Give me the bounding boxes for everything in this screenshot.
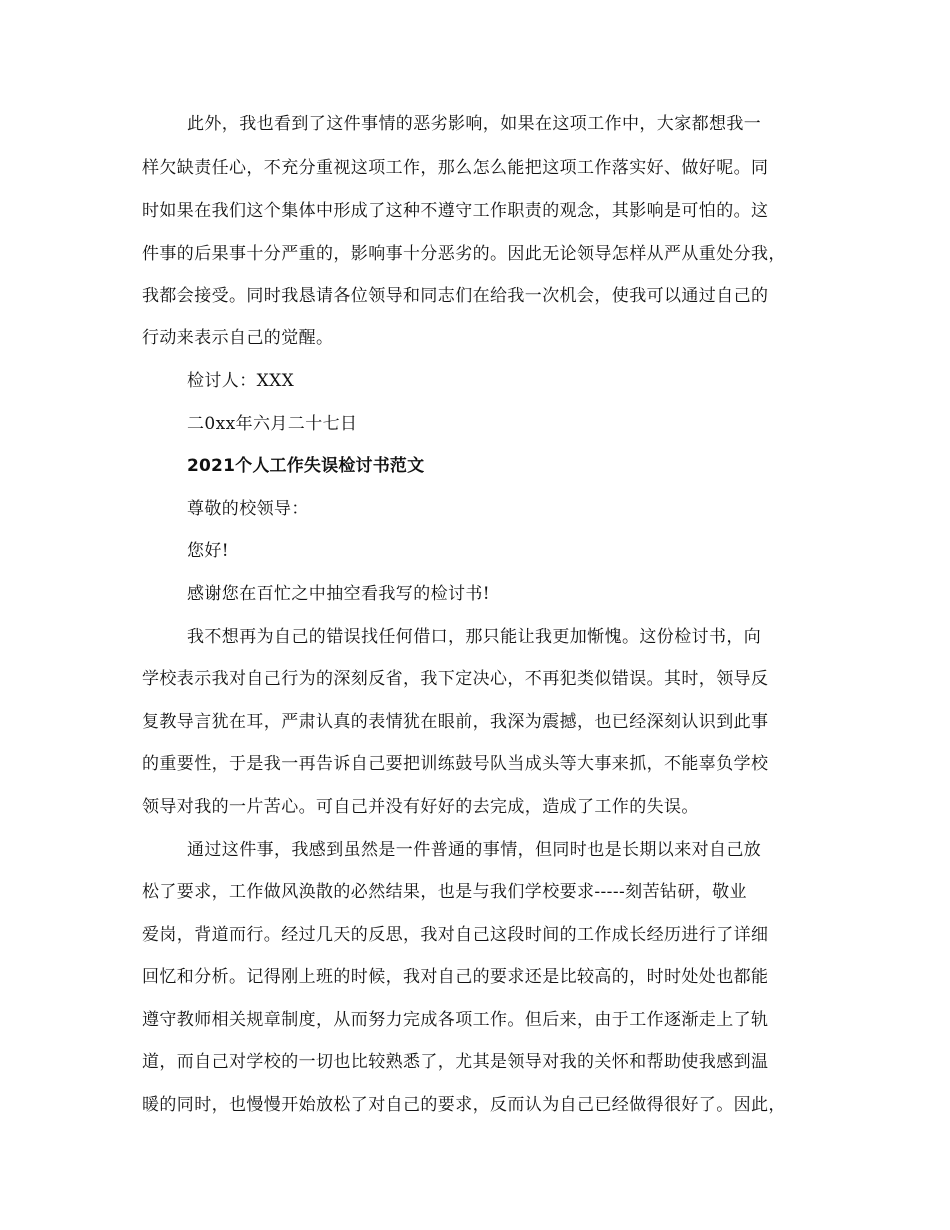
greeting: 您好! <box>187 541 230 561</box>
paragraph-line: 道，而自己对学校的一切也比较熟悉了，尤其是领导对我的关怀和帮助使我感到温 <box>142 1052 769 1072</box>
paragraph-line: 复教导言犹在耳，严肃认真的表情犹在眼前，我深为震撼，也已经深刻认识到此事 <box>142 712 769 732</box>
paragraph-line: 学校表示我对自己行为的深刻反省，我下定决心，不再犯类似错误。其时，领导反 <box>142 669 769 689</box>
paragraph-line: 的重要性，于是我一再告诉自己要把训练鼓号队当成头等大事来抓，不能辜负学校 <box>142 754 769 774</box>
section-title: 2021个人工作失误检讨书范文 <box>187 456 425 476</box>
paragraph-line: 领导对我的一片苦心。可自己并没有好好的去完成，造成了工作的失误。 <box>142 797 699 817</box>
paragraph-line: 时如果在我们这个集体中形成了这种不遵守工作职责的观念，其影响是可怕的。这 <box>142 201 769 221</box>
paragraph-line: 爱岗，背道而行。经过几天的反思，我对自己这段时间的工作成长经历进行了详细 <box>142 925 769 945</box>
paragraph-line: 此外，我也看到了这件事情的恶劣影响，如果在这项工作中，大家都想我一 <box>187 114 762 134</box>
paragraph-line: 暖的同时，也慢慢开始放松了对自己的要求，反而认为自己已经做得很好了。因此， <box>142 1095 786 1115</box>
paragraph-line: 通过这件事，我感到虽然是一件普通的事情，但同时也是长期以来对自己放 <box>187 840 762 860</box>
paragraph-line: 我不想再为自己的错误找任何借口，那只能让我更加惭愧。这份检讨书，向 <box>187 627 762 647</box>
signature: 检讨人：XXX <box>187 371 295 391</box>
paragraph-line: 松了要求，工作做风涣散的必然结果，也是与我们学校要求-----刻苦钻研，敬业 <box>142 882 747 902</box>
paragraph-line: 件事的后果事十分严重的，影响事十分恶劣的。因此无论领导怎样从严从重处分我， <box>142 244 786 264</box>
thanks-line: 感谢您在百忙之中抽空看我写的检讨书! <box>187 584 491 604</box>
paragraph-line: 行动来表示自己的觉醒。 <box>142 328 334 348</box>
paragraph-line: 样欠缺责任心，不充分重视这项工作，那么怎么能把这项工作落实好、做好呢。同 <box>142 158 769 178</box>
paragraph-line: 遵守教师相关规章制度，从而努力完成各项工作。但后来，由于工作逐渐走上了轨 <box>142 1010 769 1030</box>
date: 二0xx年六月二十七日 <box>187 414 358 434</box>
paragraph-line: 我都会接受。同时我恳请各位领导和同志们在给我一次机会，使我可以通过自己的 <box>142 286 769 306</box>
paragraph-line: 回忆和分析。记得刚上班的时候，我对自己的要求还是比较高的，时时处处也都能 <box>142 967 769 987</box>
salutation: 尊敬的校领导： <box>187 499 309 519</box>
